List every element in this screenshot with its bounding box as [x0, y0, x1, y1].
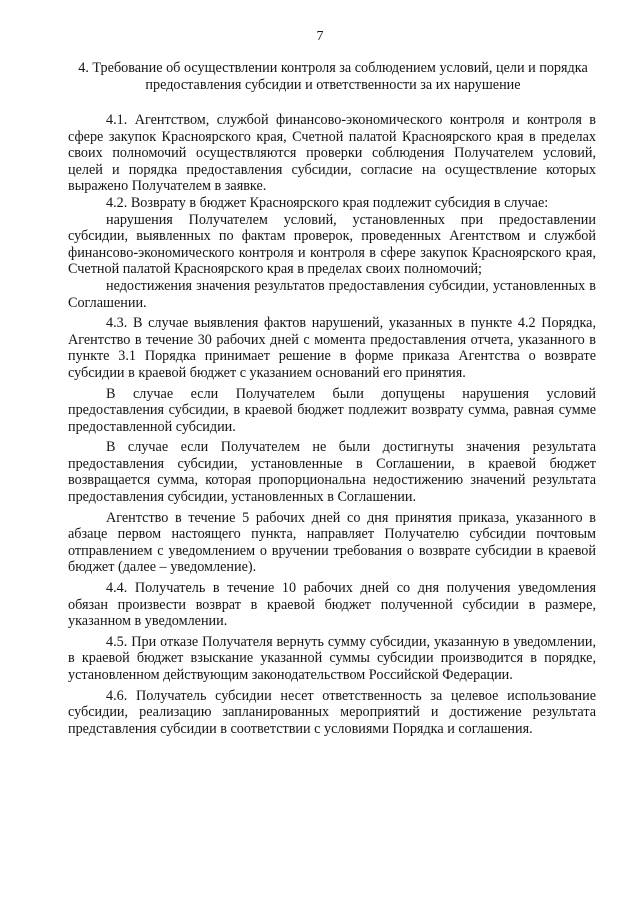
paragraph-4-3-notification: Агентство в течение 5 рабочих дней со дня принятия приказа, указанного в абзаце первом настоящего пункта, направляет Получателю субсидии почтовым отправлением с уведомлением о вручении требования о возврате субсидии в краевой бюджет (далее – уведомление).: [68, 509, 596, 576]
paragraph-4-2-case-violation: нарушения Получателем условий, установленных при предоставлении субсидии, выявленных по фактам проверок, проведенных Агентством и службой финансово-экономического контроля и контроля в сфере закупок Красноярского края, Счетной палатой Красноярского края в пределах своих полномочий;: [68, 211, 596, 278]
paragraph-4-3-nonachievement-refund: В случае если Получателем не были достигнуты значения результата предоставления субсидии, установленные в Соглашении, в краевой бюджет возвращается сумма, которая пропорциональна недостижению значений результата предоставления субсидии, установленных в Соглашении.: [68, 439, 596, 506]
paragraph-4-3-violation-refund: В случае если Получателем были допущены нарушения условий предоставления субсидии, в краевой бюджет подлежит возврату сумма, равная сумме предоставленной субсидии.: [68, 385, 596, 435]
section-heading: 4. Требование об осуществлении контроля за соблюдением условий, цели и порядка предоставления субсидии и ответственности за их нарушение: [78, 60, 588, 93]
document-body: [68, 112, 596, 737]
paragraph-4-2-case-nonachievement: недостижения значения результатов предоставления субсидии, установленных в Соглашении.: [68, 277, 596, 311]
paragraph-4-3: 4.3. В случае выявления фактов нарушений, указанных в пункте 4.2 Порядка, Агентство в течение 30 рабочих дней с момента предоставления отчета, указанного в пункте 3.1 Порядка принимает решение в форме приказа Агентства о возврате субсидии в краевой бюджет с указанием оснований его принятия.: [68, 315, 596, 381]
paragraph-4-1: 4.1. Агентством, службой финансово-экономического контроля и контроля в сфере закупок Красноярского края, Счетной палатой Красноярского края в пределах своих полномочий осуществляются проверки соблюдения Получателем условий, целей и порядка предоставления субсидии, согласие на осуществление которых выражено Получателем в заявке.: [68, 112, 596, 195]
paragraph-4-4: 4.4. Получатель в течение 10 рабочих дней со дня получения уведомления обязан произвести возврат в краевой бюджет полученной субсидии в размере, указанном в уведомлении.: [68, 580, 596, 630]
paragraph-4-2: 4.2. Возврату в бюджет Красноярского края подлежит субсидия в случае:: [106, 194, 549, 211]
paragraph-4-6: 4.6. Получатель субсидии несет ответственность за целевое использование субсидии, реализацию запланированных мероприятий и достижение результата представления субсидии в соответствии с условиями Порядка и соглашения.: [68, 687, 596, 737]
page-number: 7: [316, 29, 324, 44]
paragraph-4-5: 4.5. При отказе Получателя вернуть сумму субсидии, указанную в уведомлении, в краевой бюджет взыскание указанной суммы субсидии производится в порядке, установленном действующим законодательством Российской Федерации.: [68, 633, 596, 683]
